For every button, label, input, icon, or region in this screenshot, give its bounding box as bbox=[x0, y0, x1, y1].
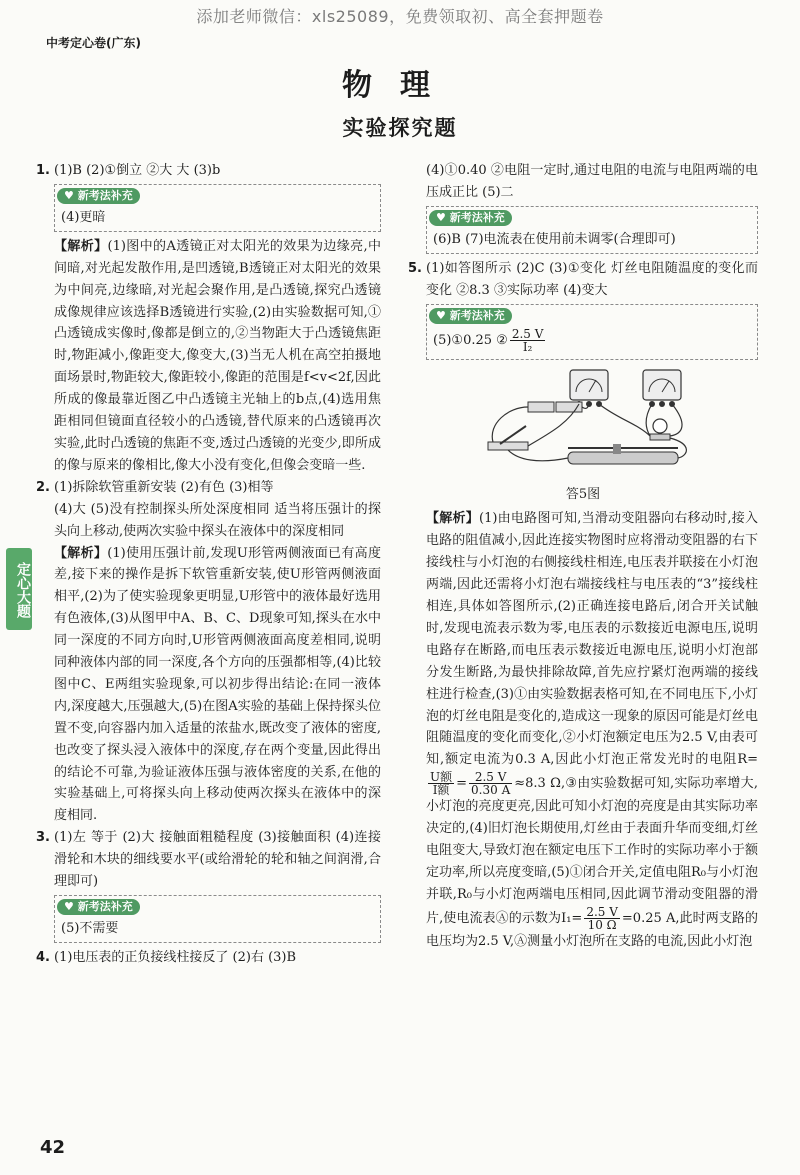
question-5 bbox=[408, 258, 758, 302]
fraction-denominator: I额 bbox=[432, 783, 450, 798]
supplement-text bbox=[433, 326, 751, 356]
circuit-diagram-image bbox=[438, 364, 738, 482]
supplement-tag-label: 新考法补充 bbox=[77, 188, 133, 202]
analysis-paragraph bbox=[36, 236, 381, 477]
supplement-tag-label: 新考法补充 bbox=[449, 210, 505, 224]
supplement-tag: ♥ 新考法补充 bbox=[57, 899, 140, 915]
supplement-box bbox=[426, 304, 758, 361]
fraction bbox=[584, 906, 620, 931]
question-number: 2. bbox=[36, 479, 50, 495]
fraction-denominator: 0.30 A bbox=[471, 783, 511, 798]
supplement-text: (5)不需要 bbox=[61, 920, 119, 936]
supplement-box bbox=[426, 206, 758, 254]
analysis-text: (1)由电路图可知,当滑动变阻器向右移动时,接入电路的阻值减小,因此连接实物图时应将滑动变阻器的右下接线柱与小灯泡的右侧接线柱相连,电压表并联接在小灯泡两端,因此还需将小灯泡右端接线柱与电压表的“3”接线柱相连,具体如答图所示,(2)正确连接电路后,闭合开关试触时,发现电流表示数为零,电压表的示数接近电源电压,说明电路存在断路,而电压表示数接近电源电压,说明小灯泡部分发生断路,为最快排除故障,首先应拧紧灯泡两端的接线柱进行检查,(3)①由实验数据表格可知,在不同电压下,小灯泡的灯丝电阻是变化的,造成这一现象的原因可能是灯丝电阻随温度的变化而变化,②小灯泡额定电压为2.5 V,由表可知,额定电流为0.3 A,因此小灯泡正常发光时的电阻 bbox=[426, 511, 758, 768]
equation-lhs: I₁= bbox=[561, 910, 583, 926]
question-number: 4. bbox=[36, 949, 50, 965]
question-2 bbox=[36, 477, 381, 499]
equation-rhs: ≈8.3 Ω, bbox=[514, 776, 566, 792]
question-1 bbox=[36, 160, 381, 182]
page-title: 物理 bbox=[342, 68, 458, 103]
answer-text: (1)左 等于 (2)大 接触面粗糙程度 (3)接触面积 (4)连接滑轮和木块的细线要水平(或给滑轮的轮和轴之间润滑,合理即可) bbox=[54, 830, 381, 890]
question-4 bbox=[36, 947, 381, 969]
fraction-numerator: U额 bbox=[430, 770, 453, 785]
supplement-box bbox=[54, 184, 381, 232]
supplement-text: (6)B (7)电流表在使用前未调零(合理即可) bbox=[433, 231, 676, 247]
answer-text: (1)B (2)①倒立 ②大 大 (3)b bbox=[54, 163, 221, 178]
analysis-text: (1)图中的A透镜正对太阳光的效果为边缘亮,中间暗,对光起发散作用,是凹透镜,B透镜正对太阳光的效果为中间亮,边缘暗,对光起会聚作用,是凸透镜,探究凸透镜成像规律应该选择B透镜进行实验,(2)由实验数据可知,①凸透镜成实像时,像都是倒立的,②当物距大于凸透镜焦距时,物距减小,像距变大,像变大,(3)当无人机在高空拍摄地面场景时,物距较大,像距较小,像距的范围是f<v<2f,因此所成的像最靠近图乙中凸透镜主光轴上的b点,(4)选用焦距相同但镜面直径较小的凸透镜,替代原来的凸透镜再次实验,此时凸透镜的焦距不变,透过凸透镜的光变少,即所成的像与原来的像相比,像大小没有变化,但像会变暗一些. bbox=[54, 238, 381, 473]
fraction bbox=[510, 328, 546, 353]
left-column bbox=[36, 160, 381, 969]
supplement-tag-label: 新考法补充 bbox=[449, 308, 505, 322]
question-number: 3. bbox=[36, 830, 50, 846]
equation-equals: = bbox=[456, 776, 468, 792]
right-column bbox=[408, 160, 758, 953]
fraction-numerator: 2.5 V bbox=[586, 904, 618, 919]
analysis-paragraph bbox=[36, 543, 381, 828]
answer-text-continued: (4)①0.40 ②电阻一定时,通过电阻的电流与电阻两端的电压成正比 (5)二 bbox=[426, 163, 758, 200]
answer-text: (1)拆除软管重新安装 (2)有色 (3)相等 bbox=[54, 479, 274, 495]
analysis-label: 【解析】 bbox=[54, 545, 108, 561]
supplement-prefix: (5)①0.25 ② bbox=[433, 333, 508, 349]
fraction-numerator: 2.5 V bbox=[511, 327, 544, 342]
supplement-tag: ♥ 新考法补充 bbox=[57, 188, 140, 204]
fraction bbox=[469, 771, 512, 796]
fraction-numerator: 2.5 V bbox=[469, 771, 512, 784]
fraction-denominator: 10 Ω bbox=[587, 917, 617, 932]
analysis-text: 2.5 V,Ⓐ测量小灯泡所在支路的电流,因此小灯泡 bbox=[478, 933, 753, 949]
equation-rhs: =0.25 A,此时两支路的电压均为 bbox=[426, 910, 758, 949]
fraction-denominator: I₂ bbox=[522, 340, 533, 355]
section-title: 实验探究题 bbox=[342, 116, 458, 140]
fraction bbox=[428, 771, 454, 796]
analysis-label: 【解析】 bbox=[54, 238, 108, 254]
supplement-tag: ♥ 新考法补充 bbox=[429, 308, 512, 324]
question-number: 1. bbox=[36, 163, 50, 178]
answer-text-continued: (4)大 (5)没有控制探头所处深度相同 适当将压强计的探头向上移动,使两次实验中探头在液体中的深度相同 bbox=[54, 501, 381, 539]
supplement-tag-label: 新考法补充 bbox=[77, 900, 133, 913]
figure-caption: 答5图 bbox=[565, 487, 601, 503]
question-number: 5. bbox=[408, 260, 422, 276]
question-3 bbox=[36, 827, 381, 893]
page-number: 42 bbox=[40, 1137, 66, 1158]
equation-lhs: R= bbox=[737, 752, 758, 768]
analysis-label: 【解析】 bbox=[426, 511, 480, 527]
series-title: 中考定心卷(广东) bbox=[46, 36, 141, 50]
top-watermark-note: 添加老师微信：xls25089，免费领取初、高全套押题卷 bbox=[196, 7, 604, 26]
circuit-figure bbox=[438, 364, 738, 482]
analysis-text: ③由实验数据可知,实际功率增大,小灯泡的亮度更亮,因此可知小灯泡的亮度是由其实际功率决定的,(4)旧灯泡长期使用,灯丝由于表面升华而变细,灯丝电阻变大,导致灯泡在额定电压下工作时的实际功率小于额定功率,所以亮度变暗,(5)①闭合开关,定值电阻R₀与小灯泡并联,R₀与小灯泡两端电压相同,因此调节滑动变阻器的滑片,使电流表Ⓐ的示数为 bbox=[426, 776, 758, 926]
side-tab: 定心大题 bbox=[6, 548, 32, 630]
supplement-text: (4)更暗 bbox=[61, 209, 106, 225]
analysis-text: (1)使用压强计前,发现U形管两侧液面已有高度差,接下来的操作是拆下软管重新安装,使U形管两侧液面相平,(2)为了使实验现象更明显,U形管中的液体最好选用有色液体,(3)从图甲中A、B、C、D现象可知,探头在水中同一深度的不同方向时,U形管两侧液面高度差相同,说明同种液体内部的同一深度,各个方向的压强都相等,(4)比较图中C、E两组实验现象,可以初步得出结论:在同一液体内,深度越大,压强越大,(5)在图A实验的基础上保持探头位置不变,向容器内加入适量的浓盐水,既改变了液体的密度,也改变了探头浸入液体中的深度,存在两个变量,因此得出的结论不可靠,为验证液体压强与液体密度的关系,在他的实验基础上,可将探头向上移动使两次探头在液体中的深度相同. bbox=[54, 545, 381, 824]
answer-text: (1)电压表的正负接线柱接反了 (2)右 (3)B bbox=[54, 949, 297, 965]
analysis-paragraph bbox=[408, 508, 758, 952]
supplement-box bbox=[54, 895, 381, 943]
answer-text: (1)如答图所示 (2)C (3)①变化 灯丝电阻随温度的变化而变化 ②8.3 ③实际功率 (4)变大 bbox=[426, 260, 758, 298]
supplement-tag: ♥ 新考法补充 bbox=[429, 210, 512, 226]
